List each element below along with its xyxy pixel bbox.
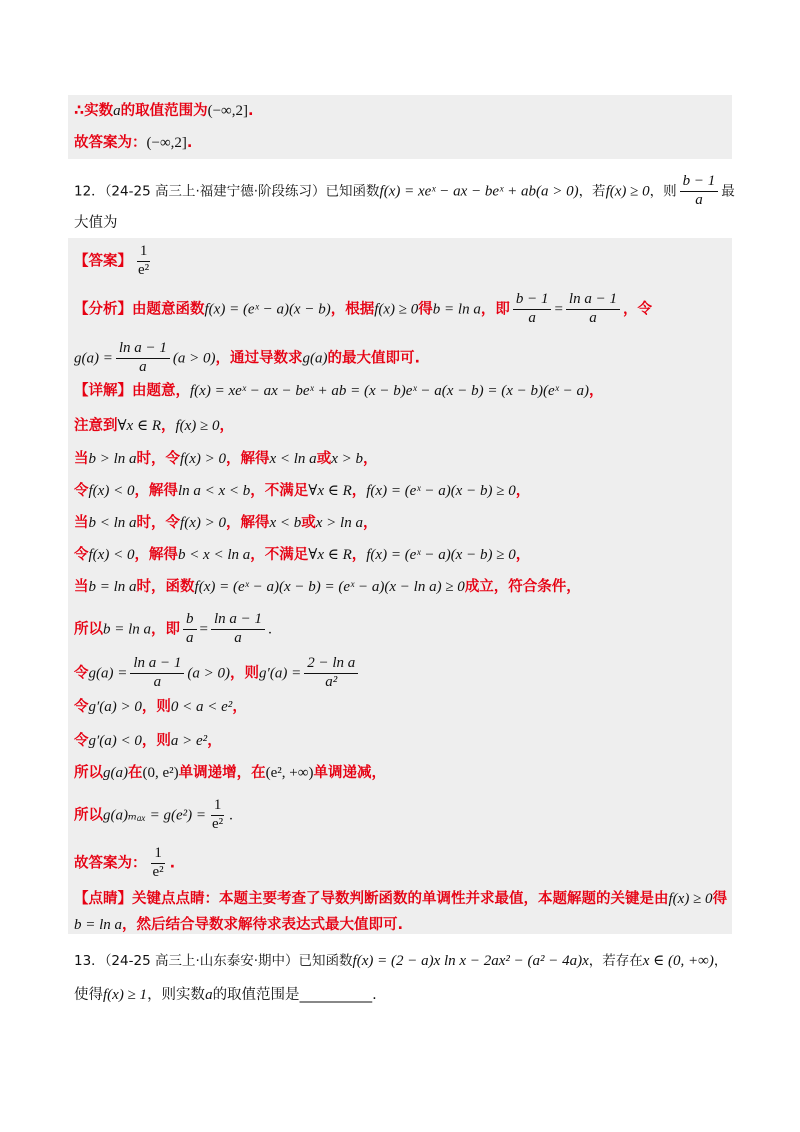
detail-line12: 所以g(a)在(0, e²)单调递增，在(e², +∞)单调递减， xyxy=(74,765,386,781)
prev-answer: 故答案为：(−∞,2]. xyxy=(74,135,193,151)
prev-conclusion: ∴实数a的取值范围为(−∞,2]. xyxy=(74,103,254,119)
detail-line7: 当b = ln a时，函数f(x) = (eˣ − a)(x − b) = (eˣ − a)(x − ln a) ≥ 0成立，符合条件， xyxy=(74,579,581,595)
answer-row: 【答案】 $\frac{1}{\text{e²}}$ xyxy=(74,244,155,279)
detail-line10: 令g′(a) > 0，则0 < a < e²， xyxy=(74,699,247,715)
q13-stem: 13．（24-25 高三上·山东泰安·期中）已知函数f(x) = (2 − a)x ln x − 2ax² − (a² − 4a)x，若存在x ∈ (0, +∞)， xyxy=(74,953,728,969)
detail-line3: 当b > ln a时，令f(x) > 0，解得x < ln a或x > b， xyxy=(74,451,378,467)
q12-stem-line2: 大值为 xyxy=(74,215,118,231)
detail-line11: 令g′(a) < 0，则a > e²， xyxy=(74,733,222,749)
detail-line6: 令f(x) < 0，解得b < x < ln a，不满足∀x ∈ R，f(x) = (eˣ − a)(x − b) ≥ 0， xyxy=(74,547,531,563)
q12-stem: 12．（24-25 高三上·福建宁德·阶段练习）已知函数f(x) = xeˣ − ax − beˣ + ab(a > 0)，若f(x) ≥ 0，则 $\frac{b - 1}{a}$ 最 xyxy=(74,173,735,208)
detail-line5: 当b < ln a时，令f(x) > 0，解得x < b或x > ln a， xyxy=(74,515,378,531)
answer-blank: __________ xyxy=(299,987,373,1003)
detail-line2: 注意到∀x ∈ R，f(x) ≥ 0， xyxy=(74,418,235,434)
analysis-line2: g(a) = $\frac{\text{ln a − 1}}{a}$ (a > 0)，通过导数求g(a)的最大值即可. xyxy=(74,340,421,375)
detail-line13: 所以g(a)ₘₐₓ = g(e²) = $\frac{1}{\text{e²}}$ . xyxy=(74,797,233,832)
detail-line4: 令f(x) < 0，解得ln a < x < b，不满足∀x ∈ R，f(x) = (eˣ − a)(x − b) ≥ 0， xyxy=(74,483,531,499)
answer-fraction: $\frac{1}{\text{e²}}$ xyxy=(138,243,150,278)
detail-line1: 【详解】由题意，f(x) = xeˣ − ax − beˣ + ab = (x − b)eˣ − a(x − b) = (x − b)(eˣ − a)， xyxy=(74,383,604,399)
comment-line2: b = ln a，然后结合导数求解待求表达式最大值即可. xyxy=(74,917,404,933)
analysis-line1: 【分析】由题意函数f(x) = (eˣ − a)(x − b)，根据f(x) ≥ 0得b = ln a，即 $\frac{b - 1}{a}$ = $\frac{\text{ln a − 1}}{a}$ ，令 xyxy=(74,291,652,326)
comment-line1: 【点睛】关键点点睛：本题主要考查了导数判断函数的单调性并求最值，本题解题的关键是由f(x) ≥ 0得 xyxy=(74,891,728,907)
q12-fraction: $\frac{b - 1}{a}$ xyxy=(680,174,719,209)
detail-line9: 令g(a) = $\frac{\text{ln a − 1}}{a}$ (a > 0)，则g′(a) = $\frac{\text{2 − ln a}}{\text{a²}}$ xyxy=(74,656,361,691)
q13-stem-line2: 使得f(x) ≥ 1，则实数a的取值范围是__________. xyxy=(74,987,377,1003)
final-answer: 故答案为： $\frac{1}{\text{e²}}$ . xyxy=(74,845,176,880)
detail-line8: 所以b = ln a，即 $\frac{b}{a}$ = $\frac{\text{ln a − 1}}{a}$ . xyxy=(74,611,272,646)
